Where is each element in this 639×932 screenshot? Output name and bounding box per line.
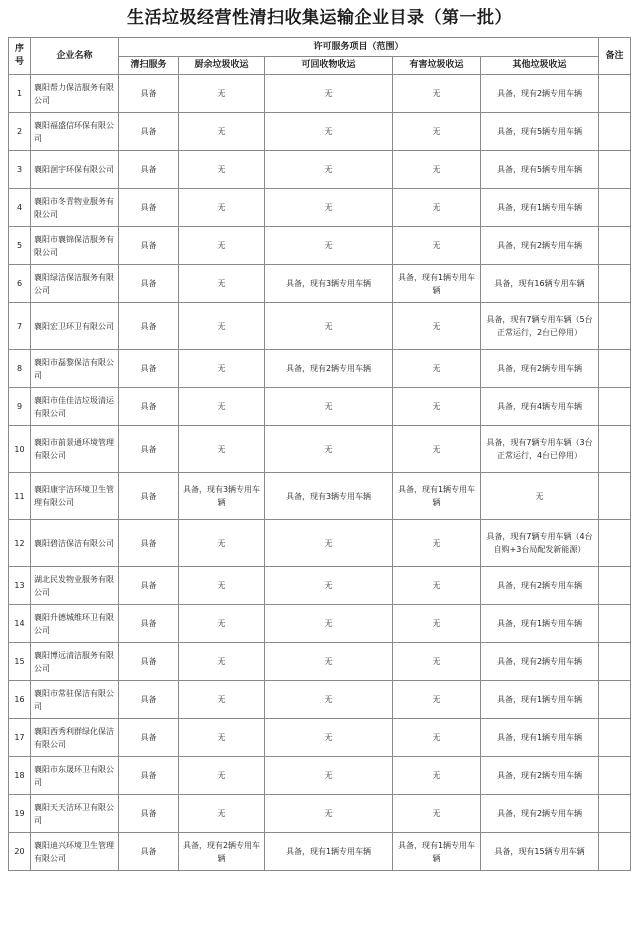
header-recyclable: 可回收物收运 — [265, 57, 393, 75]
cell-cleaning: 具备 — [119, 757, 179, 795]
cell-hazardous: 无 — [393, 75, 481, 113]
cell-other-waste: 具备，现有15辆专用车辆 — [481, 833, 599, 871]
cell-kitchen-waste: 无 — [179, 795, 265, 833]
cell-company: 襄阳碧洁保洁有限公司 — [31, 520, 119, 567]
cell-kitchen-waste: 无 — [179, 426, 265, 473]
table-row — [9, 350, 631, 388]
cell-recyclable: 无 — [265, 75, 393, 113]
cell-hazardous: 无 — [393, 350, 481, 388]
cell-hazardous: 无 — [393, 113, 481, 151]
cell-hazardous: 无 — [393, 719, 481, 757]
cell-recyclable: 具备，现有3辆专用车辆 — [265, 473, 393, 520]
cell-cleaning: 具备 — [119, 113, 179, 151]
cell-remark — [599, 520, 631, 567]
cell-company: 襄阳天天洁环卫有限公司 — [31, 795, 119, 833]
cell-other-waste: 无 — [481, 473, 599, 520]
cell-other-waste: 具备，现有1辆专用车辆 — [481, 719, 599, 757]
table-row — [9, 795, 631, 833]
cell-other-waste: 具备，现有16辆专用车辆 — [481, 265, 599, 303]
cell-company: 襄阳市前景通环境管理有限公司 — [31, 426, 119, 473]
cell-recyclable: 具备，现有1辆专用车辆 — [265, 833, 393, 871]
header-service-scope: 许可服务项目（范围） — [119, 38, 599, 57]
header-company: 企业名称 — [31, 38, 119, 75]
cell-hazardous: 具备，现有1辆专用车辆 — [393, 473, 481, 520]
cell-seq: 8 — [9, 350, 31, 388]
cell-seq: 17 — [9, 719, 31, 757]
cell-company: 襄阳康宇洁环境卫生管理有限公司 — [31, 473, 119, 520]
cell-seq: 2 — [9, 113, 31, 151]
cell-cleaning: 具备 — [119, 388, 179, 426]
cell-remark — [599, 75, 631, 113]
cell-remark — [599, 567, 631, 605]
cell-recyclable: 无 — [265, 388, 393, 426]
cell-cleaning: 具备 — [119, 189, 179, 227]
table-row — [9, 833, 631, 871]
cell-remark — [599, 227, 631, 265]
cell-company: 襄阳迪兴环境卫生管理有限公司 — [31, 833, 119, 871]
cell-other-waste: 具备，现有1辆专用车辆 — [481, 681, 599, 719]
cell-kitchen-waste: 无 — [179, 113, 265, 151]
cell-recyclable: 无 — [265, 795, 393, 833]
cell-kitchen-waste: 无 — [179, 643, 265, 681]
cell-hazardous: 无 — [393, 388, 481, 426]
cell-kitchen-waste: 无 — [179, 681, 265, 719]
cell-seq: 4 — [9, 189, 31, 227]
cell-other-waste: 具备，现有1辆专用车辆 — [481, 605, 599, 643]
table-row — [9, 643, 631, 681]
cell-kitchen-waste: 无 — [179, 388, 265, 426]
table-row — [9, 719, 631, 757]
cell-recyclable: 无 — [265, 303, 393, 350]
cell-kitchen-waste: 具备，现有2辆专用车辆 — [179, 833, 265, 871]
cell-other-waste: 具备，现有7辆专用车辆（4台自购+3台局配发新能源） — [481, 520, 599, 567]
cell-kitchen-waste: 具备，现有3辆专用车辆 — [179, 473, 265, 520]
cell-hazardous: 无 — [393, 426, 481, 473]
cell-remark — [599, 833, 631, 871]
cell-other-waste: 具备，现有2辆专用车辆 — [481, 227, 599, 265]
cell-other-waste: 具备，现有1辆专用车辆 — [481, 189, 599, 227]
cell-seq: 11 — [9, 473, 31, 520]
cell-remark — [599, 303, 631, 350]
cell-seq: 10 — [9, 426, 31, 473]
enterprise-directory-table — [8, 37, 631, 871]
cell-recyclable: 无 — [265, 151, 393, 189]
cell-seq: 12 — [9, 520, 31, 567]
header-seq: 序号 — [9, 38, 31, 75]
document-title: 生活垃圾经营性清扫收集运输企业目录（第一批） — [127, 8, 512, 28]
cell-recyclable: 无 — [265, 426, 393, 473]
cell-remark — [599, 265, 631, 303]
cell-company: 襄阳市磊黎保洁有限公司 — [31, 350, 119, 388]
cell-remark — [599, 719, 631, 757]
cell-remark — [599, 473, 631, 520]
cell-kitchen-waste: 无 — [179, 605, 265, 643]
cell-hazardous: 无 — [393, 681, 481, 719]
cell-seq: 1 — [9, 75, 31, 113]
cell-kitchen-waste: 无 — [179, 189, 265, 227]
cell-other-waste: 具备，现有4辆专用车辆 — [481, 388, 599, 426]
cell-other-waste: 具备，现有7辆专用车辆（3台正常运行，4台已停用） — [481, 426, 599, 473]
cell-other-waste: 具备，现有2辆专用车辆 — [481, 350, 599, 388]
cell-kitchen-waste: 无 — [179, 303, 265, 350]
cell-company: 襄阳市东晟环卫有限公司 — [31, 757, 119, 795]
table-row — [9, 567, 631, 605]
cell-remark — [599, 643, 631, 681]
cell-recyclable: 具备，现有3辆专用车辆 — [265, 265, 393, 303]
cell-hazardous: 无 — [393, 643, 481, 681]
table-row — [9, 227, 631, 265]
cell-kitchen-waste: 无 — [179, 757, 265, 795]
cell-kitchen-waste: 无 — [179, 520, 265, 567]
table-row — [9, 757, 631, 795]
cell-other-waste: 具备，现有2辆专用车辆 — [481, 75, 599, 113]
cell-hazardous: 无 — [393, 189, 481, 227]
cell-other-waste: 具备，现有2辆专用车辆 — [481, 643, 599, 681]
table-row — [9, 520, 631, 567]
cell-cleaning: 具备 — [119, 350, 179, 388]
cell-cleaning: 具备 — [119, 833, 179, 871]
table-row — [9, 189, 631, 227]
cell-seq: 18 — [9, 757, 31, 795]
cell-other-waste: 具备，现有2辆专用车辆 — [481, 757, 599, 795]
cell-cleaning: 具备 — [119, 75, 179, 113]
cell-recyclable: 无 — [265, 605, 393, 643]
table-row — [9, 303, 631, 350]
cell-hazardous: 具备，现有1辆专用车辆 — [393, 833, 481, 871]
cell-seq: 3 — [9, 151, 31, 189]
cell-company: 襄阳市冬青物业服务有限公司 — [31, 189, 119, 227]
cell-remark — [599, 388, 631, 426]
table-row — [9, 151, 631, 189]
cell-other-waste: 具备，现有5辆专用车辆 — [481, 151, 599, 189]
cell-cleaning: 具备 — [119, 520, 179, 567]
table-row — [9, 473, 631, 520]
cell-cleaning: 具备 — [119, 473, 179, 520]
cell-other-waste: 具备，现有2辆专用车辆 — [481, 795, 599, 833]
table-row — [9, 388, 631, 426]
header-other-waste: 其他垃圾收运 — [481, 57, 599, 75]
cell-remark — [599, 426, 631, 473]
header-hazardous: 有害垃圾收运 — [393, 57, 481, 75]
cell-other-waste: 具备，现有5辆专用车辆 — [481, 113, 599, 151]
cell-remark — [599, 189, 631, 227]
cell-seq: 5 — [9, 227, 31, 265]
table-row — [9, 265, 631, 303]
cell-company: 襄阳西秀利群绿化保洁有限公司 — [31, 719, 119, 757]
cell-remark — [599, 113, 631, 151]
cell-seq: 20 — [9, 833, 31, 871]
cell-recyclable: 无 — [265, 113, 393, 151]
cell-seq: 19 — [9, 795, 31, 833]
cell-recyclable: 无 — [265, 719, 393, 757]
cell-kitchen-waste: 无 — [179, 567, 265, 605]
cell-seq: 6 — [9, 265, 31, 303]
cell-hazardous: 无 — [393, 151, 481, 189]
cell-cleaning: 具备 — [119, 795, 179, 833]
cell-seq: 15 — [9, 643, 31, 681]
cell-cleaning: 具备 — [119, 681, 179, 719]
cell-kitchen-waste: 无 — [179, 265, 265, 303]
cell-cleaning: 具备 — [119, 303, 179, 350]
cell-seq: 14 — [9, 605, 31, 643]
cell-cleaning: 具备 — [119, 605, 179, 643]
cell-company: 襄阳市襄锦保洁服务有限公司 — [31, 227, 119, 265]
table-row — [9, 605, 631, 643]
cell-other-waste: 具备，现有7辆专用车辆（5台正常运行，2台已停用） — [481, 303, 599, 350]
cell-recyclable: 具备，现有2辆专用车辆 — [265, 350, 393, 388]
cell-kitchen-waste: 无 — [179, 75, 265, 113]
cell-recyclable: 无 — [265, 567, 393, 605]
cell-cleaning: 具备 — [119, 567, 179, 605]
cell-hazardous: 无 — [393, 567, 481, 605]
cell-cleaning: 具备 — [119, 426, 179, 473]
cell-seq: 7 — [9, 303, 31, 350]
cell-cleaning: 具备 — [119, 151, 179, 189]
cell-company: 襄阳升德城维环卫有限公司 — [31, 605, 119, 643]
table-body — [9, 75, 631, 871]
cell-kitchen-waste: 无 — [179, 227, 265, 265]
cell-company: 湖北民发物业服务有限公司 — [31, 567, 119, 605]
cell-recyclable: 无 — [265, 643, 393, 681]
cell-remark — [599, 795, 631, 833]
cell-company: 襄阳绿洁保洁服务有限公司 — [31, 265, 119, 303]
cell-company: 襄阳洄宇环保有限公司 — [31, 151, 119, 189]
cell-cleaning: 具备 — [119, 643, 179, 681]
table-row — [9, 75, 631, 113]
cell-kitchen-waste: 无 — [179, 719, 265, 757]
cell-remark — [599, 681, 631, 719]
cell-cleaning: 具备 — [119, 227, 179, 265]
cell-hazardous: 无 — [393, 795, 481, 833]
cell-cleaning: 具备 — [119, 719, 179, 757]
cell-company: 襄阳福盛信环保有限公司 — [31, 113, 119, 151]
header-remark: 备注 — [599, 38, 631, 75]
cell-remark — [599, 151, 631, 189]
cell-remark — [599, 605, 631, 643]
cell-hazardous: 无 — [393, 227, 481, 265]
cell-hazardous: 无 — [393, 520, 481, 567]
cell-cleaning: 具备 — [119, 265, 179, 303]
cell-company: 襄阳帮力保洁服务有限公司 — [31, 75, 119, 113]
header-kitchen-waste: 厨余垃圾收运 — [179, 57, 265, 75]
cell-remark — [599, 757, 631, 795]
table-row — [9, 681, 631, 719]
cell-hazardous: 具备，现有1辆专用车辆 — [393, 265, 481, 303]
cell-seq: 16 — [9, 681, 31, 719]
cell-hazardous: 无 — [393, 303, 481, 350]
cell-kitchen-waste: 无 — [179, 350, 265, 388]
cell-hazardous: 无 — [393, 757, 481, 795]
header-cleaning: 清扫服务 — [119, 57, 179, 75]
cell-seq: 9 — [9, 388, 31, 426]
table-row — [9, 113, 631, 151]
cell-other-waste: 具备，现有2辆专用车辆 — [481, 567, 599, 605]
cell-recyclable: 无 — [265, 757, 393, 795]
cell-recyclable: 无 — [265, 189, 393, 227]
cell-kitchen-waste: 无 — [179, 151, 265, 189]
cell-company: 襄阳市常驻保洁有限公司 — [31, 681, 119, 719]
cell-seq: 13 — [9, 567, 31, 605]
cell-company: 襄阳市佳佳洁垃圾清运有限公司 — [31, 388, 119, 426]
cell-remark — [599, 350, 631, 388]
cell-recyclable: 无 — [265, 227, 393, 265]
cell-recyclable: 无 — [265, 681, 393, 719]
cell-hazardous: 无 — [393, 605, 481, 643]
cell-company: 襄阳宏卫环卫有限公司 — [31, 303, 119, 350]
cell-recyclable: 无 — [265, 520, 393, 567]
table-row — [9, 426, 631, 473]
cell-company: 襄阳博远清洁服务有限公司 — [31, 643, 119, 681]
